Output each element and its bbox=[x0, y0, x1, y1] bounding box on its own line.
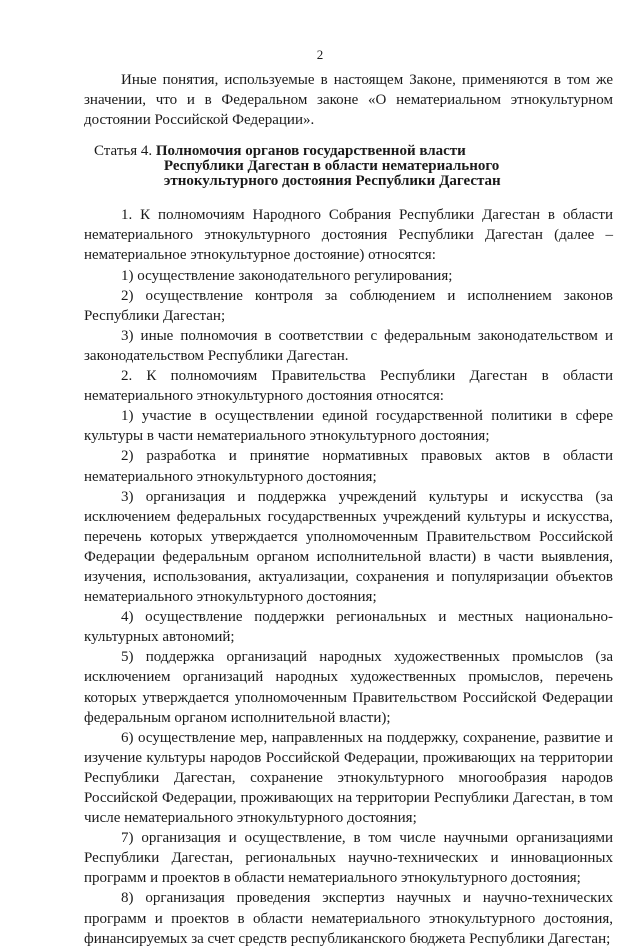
paragraph: 7) организация и осуществление, в том числе научными организациями Республики Дагестан, региональных научно-технических и инновационных программ и проектов в области нематериального этнокультурного достояния; bbox=[84, 830, 613, 887]
article-title-line: этнокультурного достояния Республики Дагестан bbox=[163, 173, 501, 190]
article-title-line: Республики Дагестан в области нематериального bbox=[163, 158, 500, 175]
paragraph: 5) поддержка организаций народных художественных промыслов (за исключением организаций народных художественных промыслов, перечень которых утверждается уполномоченным Правительством Российской Федерации федеральным органом исполнительной власти); bbox=[84, 649, 613, 726]
paragraph: 1) осуществление законодательного регулирования; bbox=[121, 267, 453, 284]
article-heading bbox=[84, 144, 613, 189]
paragraph: 3) организация и поддержка учреждений культуры и искусства (за исключением федеральных государственных учреждений культуры и искусства, перечень которых утверждается уполномоченным Правительством Российской Федерации федеральным органом исполнительной власти) в части выявления, изучения, использования, актуализации, сохранения и популяризации объектов нематериального этнокультурного достояния; bbox=[84, 488, 613, 606]
paragraph: 3) иные полномочия в соответствии с федеральным законодательством и законодательством Республики Дагестан. bbox=[84, 327, 613, 364]
intro-paragraph: Иные понятия, используемые в настоящем Законе, применяются в том же значении, что и в Федеральном законе «О нематериальном этнокультурном достоянии Российской Федерации». bbox=[84, 72, 613, 129]
paragraph: 8) организация проведения экспертиз научных и научно-технических программ и проектов в области нематериального этнокультурного достояния, финансируемых за счет средств республиканского бюджета Республики Дагестан; bbox=[84, 890, 613, 947]
paragraph: 4) осуществление поддержки региональных и местных национально-культурных автономий; bbox=[84, 609, 613, 646]
document-body bbox=[84, 70, 613, 949]
paragraph: 2) осуществление контроля за соблюдением и исполнением законов Республики Дагестан; bbox=[84, 287, 613, 324]
paragraph: 2) разработка и принятие нормативных правовых актов в области нематериального этнокультурного достояния; bbox=[84, 448, 613, 485]
paragraph: 1. К полномочиям Народного Собрания Республики Дагестан в области нематериального этнокультурного достояния Республики Дагестан (далее – нематериальное этнокультурное достояние) относятся: bbox=[84, 207, 613, 264]
page-number: 2 bbox=[316, 47, 324, 62]
article-title-line: Полномочия органов государственной власти bbox=[155, 143, 466, 160]
paragraph: 2. К полномочиям Правительства Республики Дагестан в области нематериального этнокультурного достояния относятся: bbox=[84, 368, 613, 405]
paragraph: 6) осуществление мер, направленных на поддержку, сохранение, развитие и изучение культуры народов Российской Федерации, проживающих на территории Республики Дагестан, сохранение этнокультурного многообразия народов Российской Федерации, проживающих на территории Республики Дагестан, в том числе нематериального этнокультурного достояния; bbox=[84, 729, 613, 827]
article-title bbox=[156, 144, 501, 189]
article-label: Статья 4. bbox=[94, 143, 156, 160]
paragraph: 1) участие в осуществлении единой государственной политики в сфере культуры в части нематериального этнокультурного достояния; bbox=[84, 408, 613, 445]
